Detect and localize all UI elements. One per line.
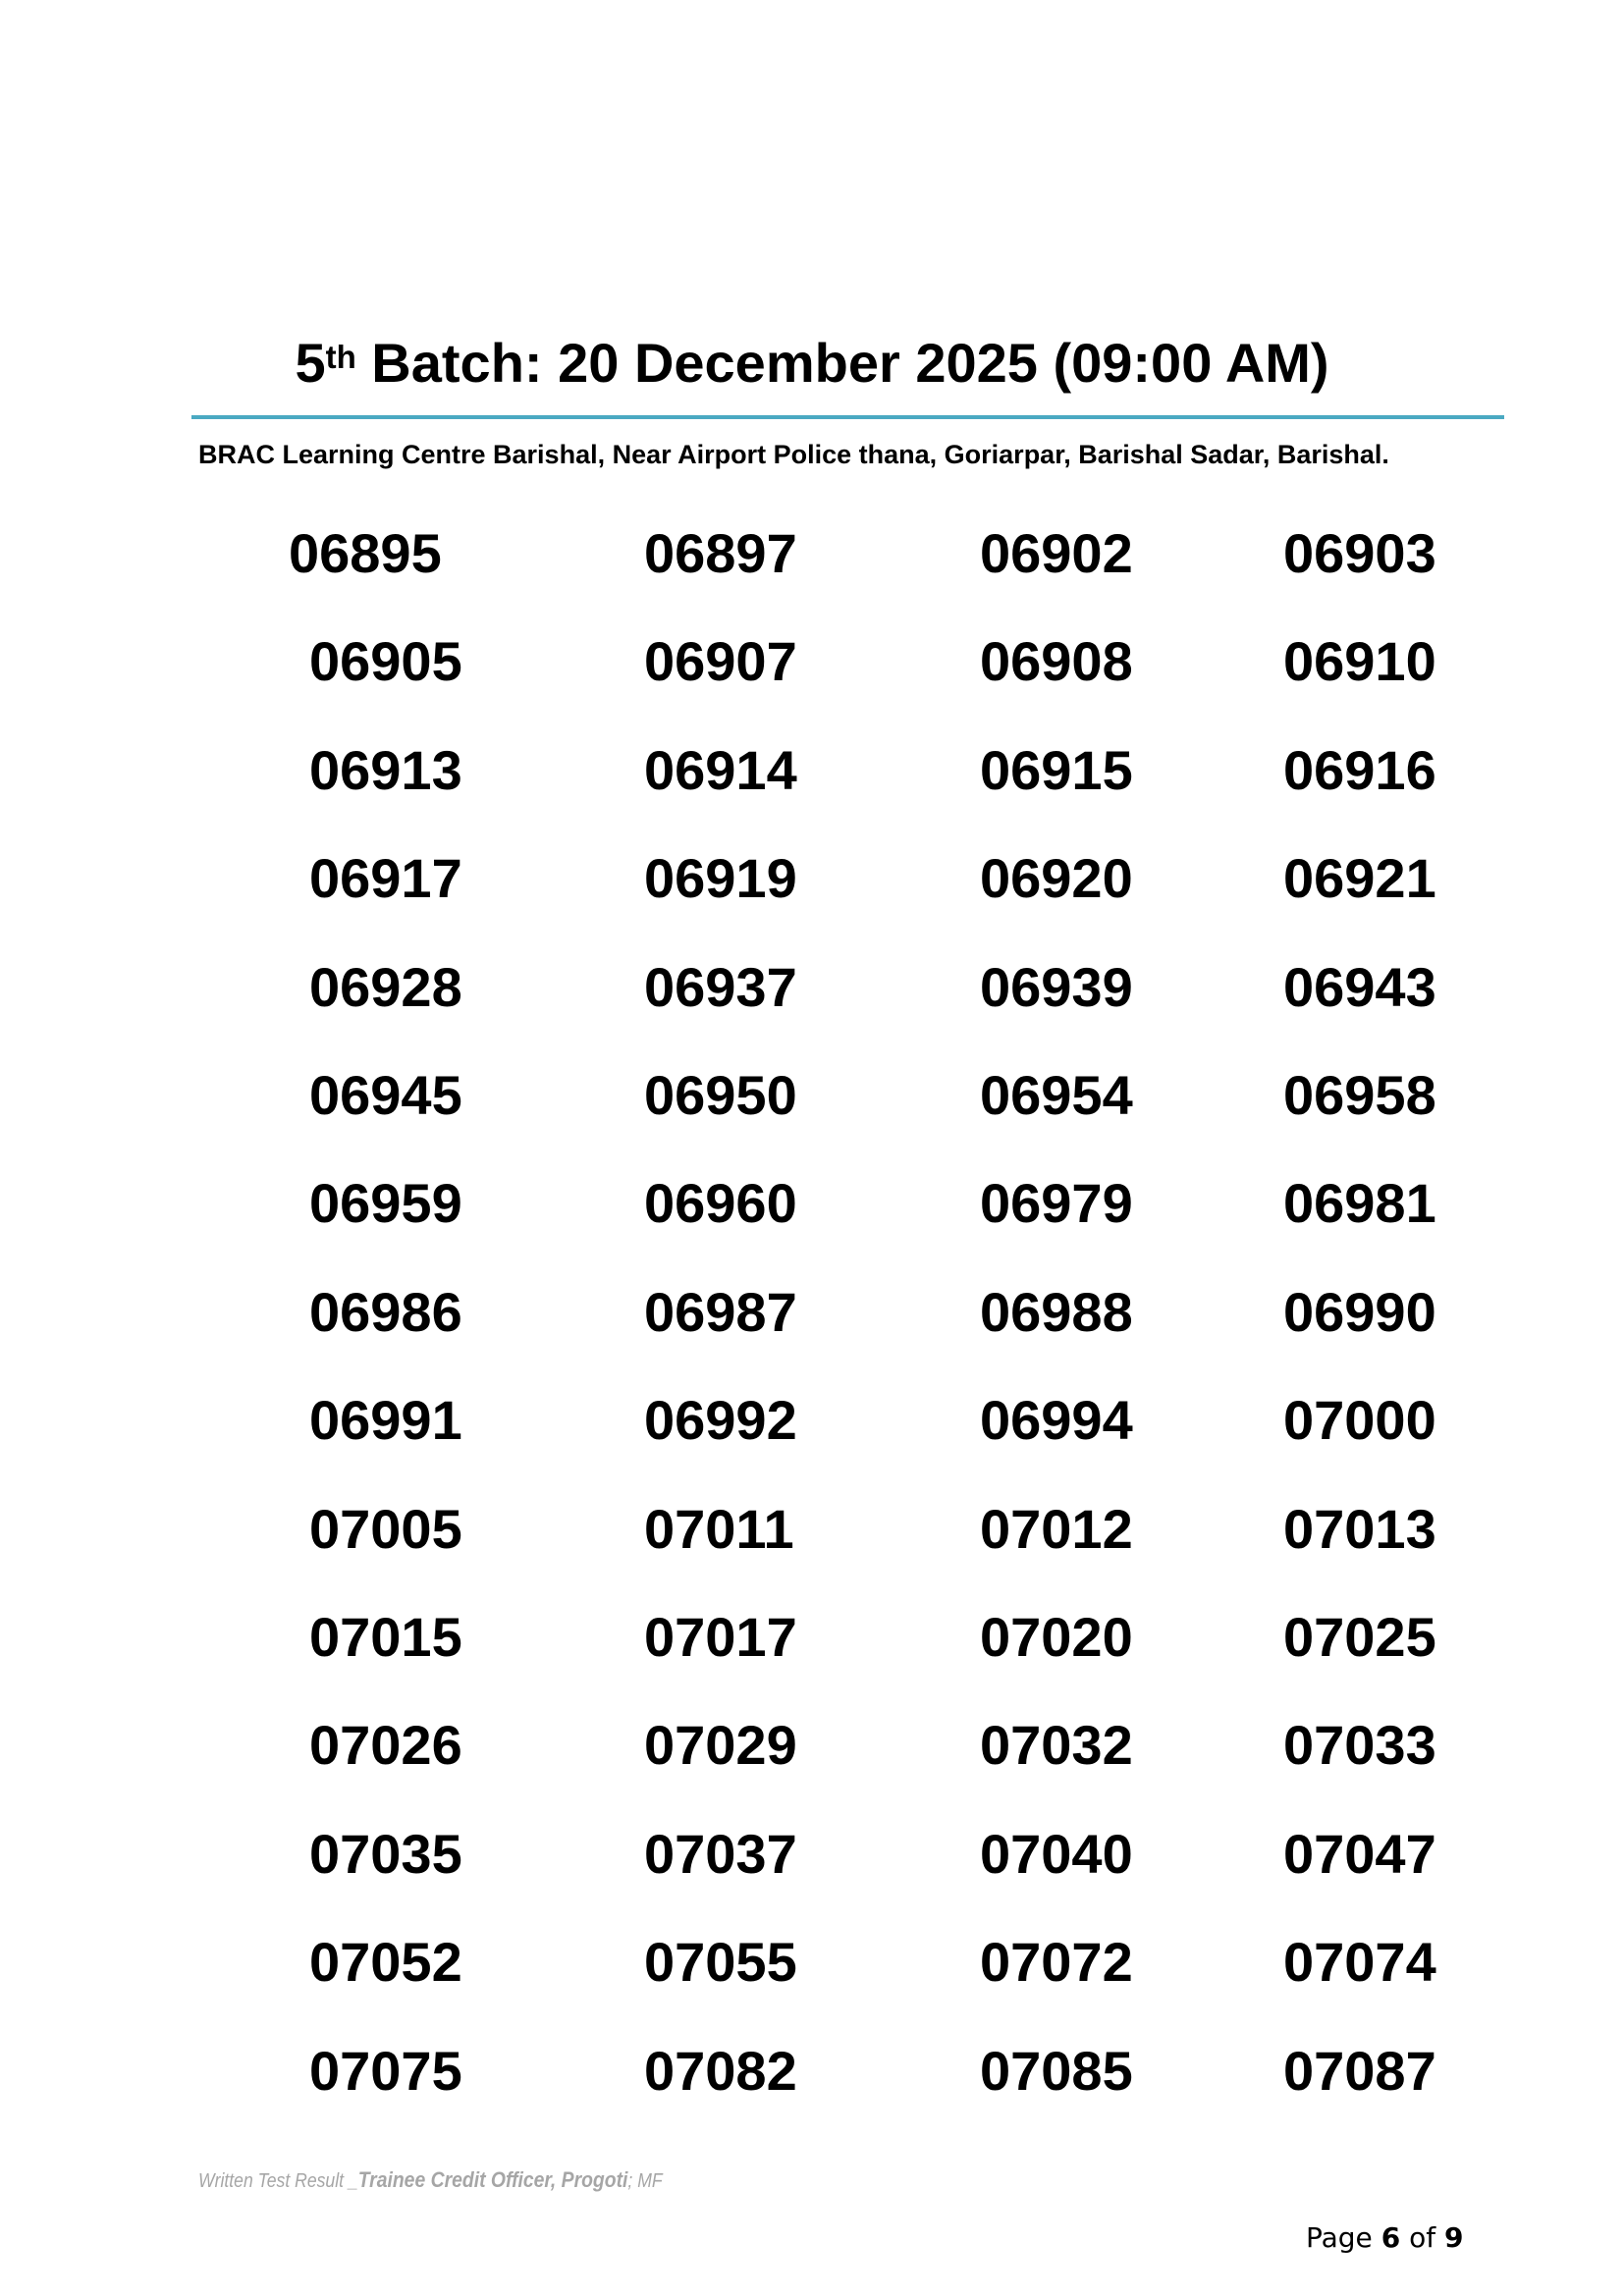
roll-number: 07015 xyxy=(309,1606,462,1668)
roll-number: 06914 xyxy=(644,738,797,801)
roll-number: 06910 xyxy=(1283,630,1436,693)
footer-document-note xyxy=(198,2167,663,2193)
roll-number: 07012 xyxy=(980,1497,1133,1560)
roll-number: 06905 xyxy=(309,630,462,693)
roll-number: 07032 xyxy=(980,1714,1133,1777)
roll-number: 07033 xyxy=(1283,1714,1436,1777)
roll-number: 06943 xyxy=(1283,955,1436,1018)
roll-number: 06987 xyxy=(644,1280,797,1343)
roll-number: 06937 xyxy=(644,955,797,1018)
roll-number: 07087 xyxy=(1283,2039,1436,2102)
roll-number: 06897 xyxy=(644,522,797,584)
roll-number: 07052 xyxy=(309,1931,462,1994)
roll-number: 07035 xyxy=(309,1822,462,1885)
roll-number: 07082 xyxy=(644,2039,797,2102)
roll-number: 06958 xyxy=(1283,1064,1436,1126)
roll-number: 06895 xyxy=(289,522,442,584)
roll-number: 06960 xyxy=(644,1172,797,1235)
roll-number: 07000 xyxy=(1283,1389,1436,1452)
page-label: Page xyxy=(1306,2221,1381,2254)
roll-number: 07085 xyxy=(980,2039,1133,2102)
roll-number: 06945 xyxy=(309,1064,462,1126)
batch-ordinal-suffix: th xyxy=(325,339,356,375)
roll-number: 07055 xyxy=(644,1931,797,1994)
page-number xyxy=(1306,2221,1463,2254)
roll-number: 06919 xyxy=(644,847,797,910)
roll-number: 06928 xyxy=(309,955,462,1018)
roll-number: 06917 xyxy=(309,847,462,910)
roll-number: 06988 xyxy=(980,1280,1133,1343)
page-total: 9 xyxy=(1443,2221,1464,2254)
batch-number: 5 xyxy=(295,332,326,394)
roll-number: 06990 xyxy=(1283,1280,1436,1343)
roll-number: 07026 xyxy=(309,1714,462,1777)
roll-number: 07037 xyxy=(644,1822,797,1885)
roll-number: 06979 xyxy=(980,1172,1133,1235)
roll-number: 06986 xyxy=(309,1280,462,1343)
footer-prefix: Written Test Result _ xyxy=(198,2170,358,2192)
roll-number: 07074 xyxy=(1283,1931,1436,1994)
roll-number: 06908 xyxy=(980,630,1133,693)
roll-number: 06907 xyxy=(644,630,797,693)
roll-number: 06915 xyxy=(980,738,1133,801)
roll-number: 06921 xyxy=(1283,847,1436,910)
roll-number: 07017 xyxy=(644,1606,797,1668)
venue-address: BRAC Learning Centre Barishal, Near Airport Police thana, Goriarpar, Barishal Sadar, Barishal. xyxy=(198,440,1389,469)
roll-number: 06950 xyxy=(644,1064,797,1126)
roll-number: 06959 xyxy=(309,1172,462,1235)
page-current: 6 xyxy=(1380,2221,1401,2254)
roll-number: 07011 xyxy=(644,1497,794,1560)
roll-number: 06916 xyxy=(1283,738,1436,801)
roll-number: 06903 xyxy=(1283,522,1436,584)
roll-number: 07047 xyxy=(1283,1822,1436,1885)
roll-number: 06902 xyxy=(980,522,1133,584)
roll-number: 07075 xyxy=(309,2039,462,2102)
roll-number: 07072 xyxy=(980,1931,1133,1994)
roll-number: 06992 xyxy=(644,1389,797,1452)
footer-position: Trainee Credit Officer, Progoti xyxy=(357,2167,628,2192)
roll-number: 06981 xyxy=(1283,1172,1436,1235)
roll-number: 06994 xyxy=(980,1389,1133,1452)
roll-number: 07013 xyxy=(1283,1497,1436,1560)
batch-date-time: Batch: 20 December 2025 (09:00 AM) xyxy=(355,332,1329,394)
roll-number: 06913 xyxy=(309,738,462,801)
roll-number: 06991 xyxy=(309,1389,462,1452)
footer-suffix: ; MF xyxy=(627,2170,663,2192)
roll-number: 06954 xyxy=(980,1064,1133,1126)
roll-number: 07040 xyxy=(980,1822,1133,1885)
roll-number: 07029 xyxy=(644,1714,797,1777)
roll-number: 07025 xyxy=(1283,1606,1436,1668)
page-of: of xyxy=(1400,2221,1444,2254)
roll-number: 07020 xyxy=(980,1606,1133,1668)
roll-number: 06920 xyxy=(980,847,1133,910)
roll-number: 06939 xyxy=(980,955,1133,1018)
roll-number: 07005 xyxy=(309,1497,462,1560)
